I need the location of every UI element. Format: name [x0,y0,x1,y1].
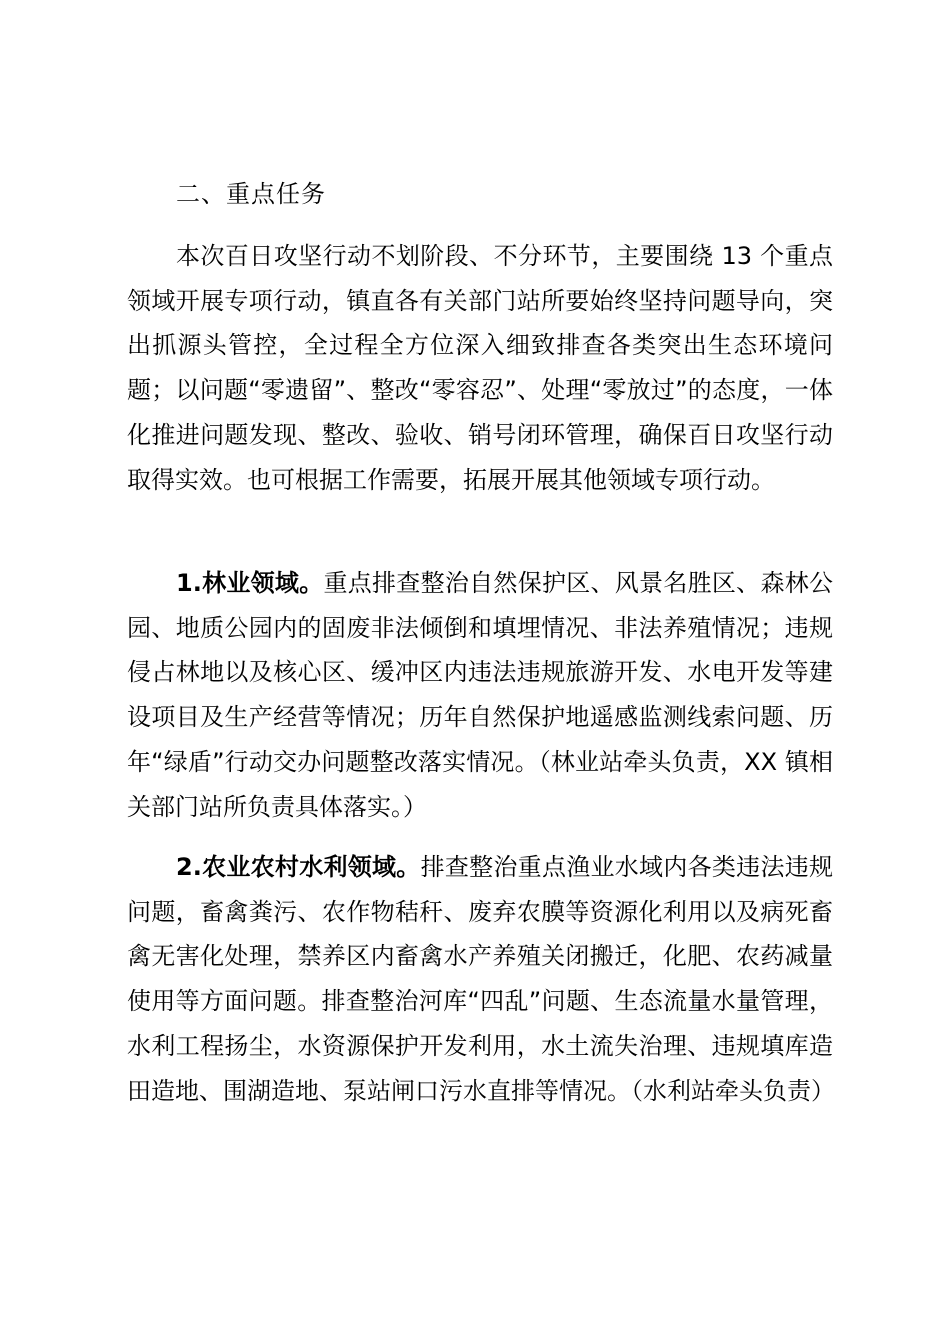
item-agriculture-title: 2.农业农村水利领域。 [176,853,421,881]
intro-paragraph: 本次百日攻坚行动不划阶段、不分环节，主要围绕 13 个重点领域开展专项行动，镇直各有关部门站所要始终坚持问题导向，突出抓源头管控，全过程全方位深入细致排查各类突出生态环境问题；以问题“零遗留”、整改“零容忍”、处理“零放过”的态度，一体化推进问题发现、整改、验收、销号闭环管理，确保百日攻坚行动取得实效。也可根据工作需要，拓展开展其他领域专项行动。 [127,242,833,494]
item-agriculture-body: 排查整治重点渔业水域内各类违法违规问题，畜禽粪污、农作物秸秆、废弃农膜等资源化利用以及病死畜禽无害化处理，禁养区内畜禽水产养殖关闭搬迁，化肥、农药减量使用等方面问题。排查整治河库“四乱”问题、生态流量水量管理，水利工程扬尘，水资源保护开发利用，水土流失治理、违规填库造田造地、围湖造地、泵站闸口污水直排等情况。（水利站牵头负责） [127,853,835,1105]
item-forestry-paragraph [127,561,833,829]
item-forestry-body: 重点排查整治自然保护区、风景名胜区、森林公园、地质公园内的固废非法倾倒和填埋情况、非法养殖情况；违规侵占林地以及核心区、缓冲区内违法违规旅游开发、水电开发等建设项目及生产经营等情况；历年自然保护地遥感监测线索问题、历年“绿盾”行动交办问题整改落实情况。（林业站牵头负责，XX 镇相关部门站所负责具体落实。） [127,569,833,821]
section-heading: 二、重点任务 [176,180,326,208]
item-forestry-title: 1.林业领域。 [176,569,324,597]
item-agriculture-paragraph [127,845,833,1113]
